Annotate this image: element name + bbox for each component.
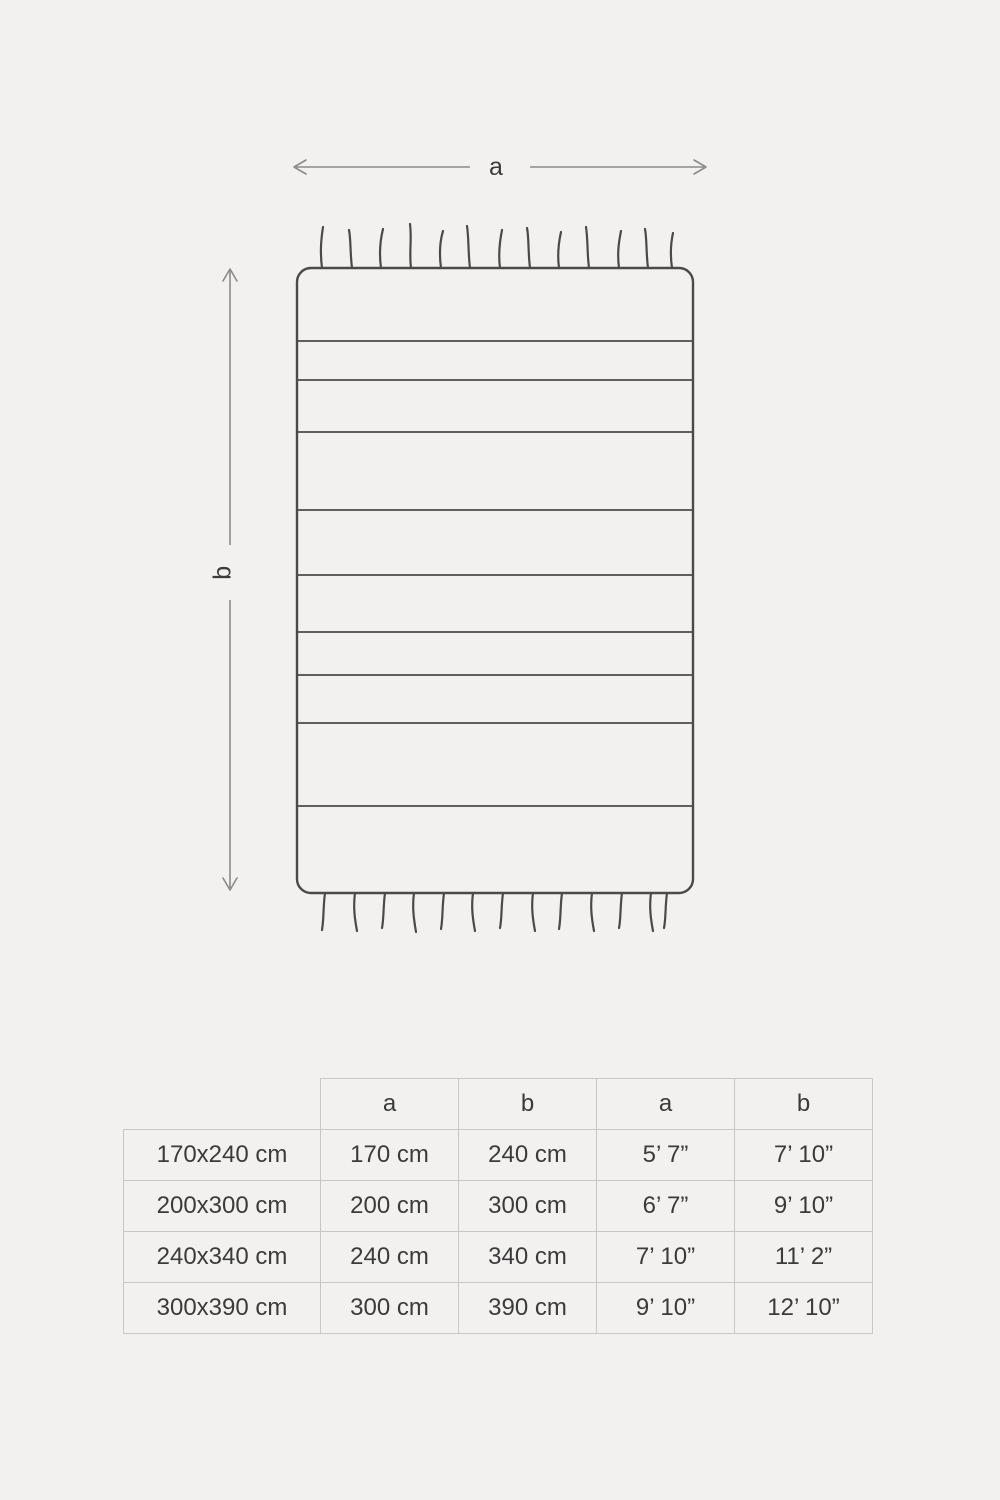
row-b-ft: 9’ 10” (735, 1181, 873, 1232)
row-a-ft: 6’ 7” (597, 1181, 735, 1232)
row-a-cm: 170 cm (321, 1130, 459, 1181)
table-header-b-ft: b (735, 1079, 873, 1130)
row-b-ft: 12’ 10” (735, 1283, 873, 1334)
row-a-ft: 7’ 10” (597, 1232, 735, 1283)
row-a-cm: 200 cm (321, 1181, 459, 1232)
row-a-cm: 300 cm (321, 1283, 459, 1334)
table-header-row (124, 1079, 873, 1130)
table-header-corner (124, 1079, 321, 1130)
table-header-a-cm: a (321, 1079, 459, 1130)
table-header-a-ft: a (597, 1079, 735, 1130)
row-size: 240x340 cm (124, 1232, 321, 1283)
table-row (124, 1181, 873, 1232)
row-size: 170x240 cm (124, 1130, 321, 1181)
table-row (124, 1130, 873, 1181)
table-row (124, 1232, 873, 1283)
row-a-cm: 240 cm (321, 1232, 459, 1283)
row-b-cm: 390 cm (459, 1283, 597, 1334)
row-b-cm: 340 cm (459, 1232, 597, 1283)
fringe-bottom (322, 893, 667, 932)
height-dimension-label: b (208, 565, 237, 580)
size-table (123, 1078, 873, 1334)
row-size: 300x390 cm (124, 1283, 321, 1334)
fringe-top (321, 224, 673, 268)
row-b-cm: 240 cm (459, 1130, 597, 1181)
row-b-ft: 11’ 2” (735, 1232, 873, 1283)
row-b-cm: 300 cm (459, 1181, 597, 1232)
row-a-ft: 5’ 7” (597, 1130, 735, 1181)
row-a-ft: 9’ 10” (597, 1283, 735, 1334)
row-b-ft: 7’ 10” (735, 1130, 873, 1181)
table-header-b-cm: b (459, 1079, 597, 1130)
rug-body (297, 268, 693, 893)
table-row (124, 1283, 873, 1334)
row-size: 200x300 cm (124, 1181, 321, 1232)
width-dimension-label: a (489, 153, 504, 181)
